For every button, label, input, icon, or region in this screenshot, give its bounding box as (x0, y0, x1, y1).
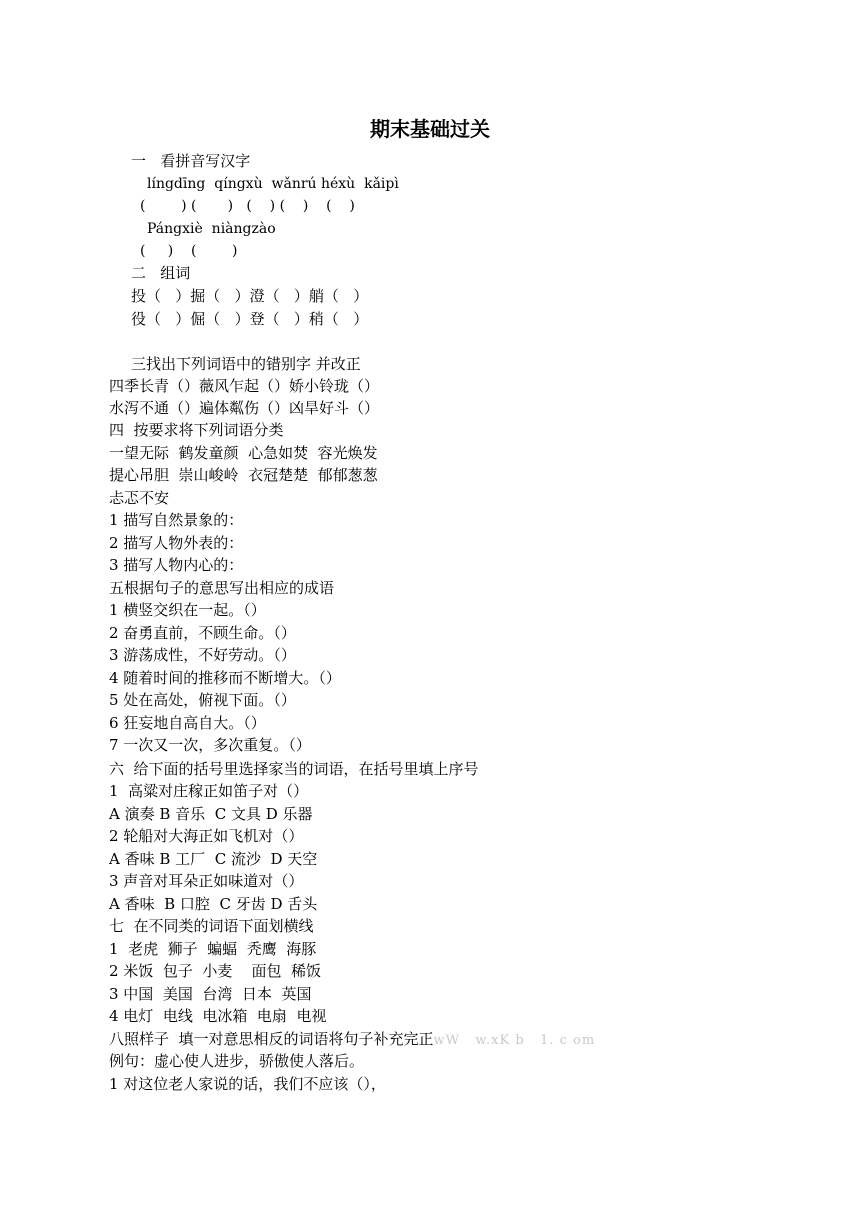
typo-row-2: 水泻不通（）遍体粼伤（）凶旱好斗（） (109, 399, 380, 417)
pinyin-row-2: Pángxiè niàngzào (147, 221, 276, 237)
analogy-question-3: 3 声音对耳朵正如味道对（） (109, 872, 304, 890)
odd-one-out-4: 4 电灯 电线 电冰箱 电扇 电视 (109, 1007, 327, 1025)
analogy-options-3: A 香味 B 口腔 C 牙齿 D 舌头 (109, 895, 318, 913)
blanks-row-1: ( ) ( ) ( ) ( ) ( ) (140, 198, 355, 214)
section7-heading: 七 在不同类的词语下面划横线 (109, 917, 314, 935)
idiom-list-3: 忐忑不安 (109, 489, 170, 507)
word-group-row-2: 役（ ）倔（ ）登（ ）稍（ ） (131, 310, 369, 328)
watermark: wW w.xK b 1. c om (433, 1033, 596, 1048)
section8-heading: 八照样子 填一对意思相反的词语将句子补充完正 (109, 1030, 434, 1048)
idiom-question-5: 5 处在高处，俯视下面。（） (109, 691, 296, 709)
typo-row-1: 四季长青（）薇风乍起（）娇小铃珑（） (109, 377, 380, 395)
idiom-list-2: 提心吊胆 崇山峻岭 衣冠楚楚 郁郁葱葱 (109, 466, 378, 484)
blanks-row-2: ( ) ( ) (140, 243, 238, 259)
analogy-question-1: 1 高粱对庄稼正如笛子对（） (109, 782, 309, 800)
word-group-row-1: 投（ ）掘（ ）澄（ ）艄（ ） (131, 287, 369, 305)
analogy-options-2: A 香味 B 工厂 C 流沙 D 天空 (109, 850, 318, 868)
idiom-question-3: 3 游荡成性，不好劳动。（） (109, 646, 296, 664)
odd-one-out-3: 3 中国 美国 台湾 日本 英国 (109, 985, 312, 1003)
section6-heading: 六 给下面的括号里选择家当的词语，在括号里填上序号 (109, 760, 479, 778)
example-sentence: 例句：虚心使人进步，骄傲使人落后。 (109, 1052, 365, 1070)
section4-heading: 四 按要求将下列词语分类 (109, 421, 284, 439)
analogy-question-2: 2 轮船对大海正如飞机对（） (109, 827, 304, 845)
section5-heading: 五根据句子的意思写出相应的成语 (109, 579, 335, 597)
odd-one-out-2: 2 米饭 包子 小麦 面包 稀饭 (109, 962, 321, 980)
section3-heading: 三找出下列词语中的错别字 并改正 (131, 355, 361, 373)
idiom-question-6: 6 狂妄地自高自大。（） (109, 714, 266, 732)
classify-item-2: 2 描写人物外表的： (109, 534, 244, 552)
page-title: 期末基础过关 (370, 117, 490, 141)
idiom-question-4: 4 随着时间的推移而不断增大。（） (109, 669, 341, 687)
idiom-question-7: 7 一次又一次，多次重复。（） (109, 736, 311, 754)
analogy-options-1: A 演奏 B 音乐 C 文具 D 乐器 (109, 805, 313, 823)
odd-one-out-1: 1 老虎 狮子 蝙蝠 秃鹰 海豚 (109, 940, 317, 958)
classify-item-3: 3 描写人物内心的： (109, 556, 244, 574)
idiom-question-1: 1 横竖交织在一起。（） (109, 601, 266, 619)
antonym-question-1: 1 对这位老人家说的话，我们不应该（）， (109, 1075, 386, 1093)
section8-heading-line (109, 1030, 595, 1050)
section2-heading: 二 组词 (131, 264, 191, 282)
idiom-question-2: 2 奋勇直前，不顾生命。（） (109, 624, 296, 642)
classify-item-1: 1 描写自然景象的： (109, 511, 244, 529)
pinyin-row-1: língdīng qíngxù wǎnrú héxù kǎipì (147, 176, 399, 192)
idiom-list-1: 一望无际 鹤发童颜 心急如焚 容光焕发 (109, 444, 378, 462)
section1-heading: 一 看拼音写汉字 (131, 152, 251, 170)
